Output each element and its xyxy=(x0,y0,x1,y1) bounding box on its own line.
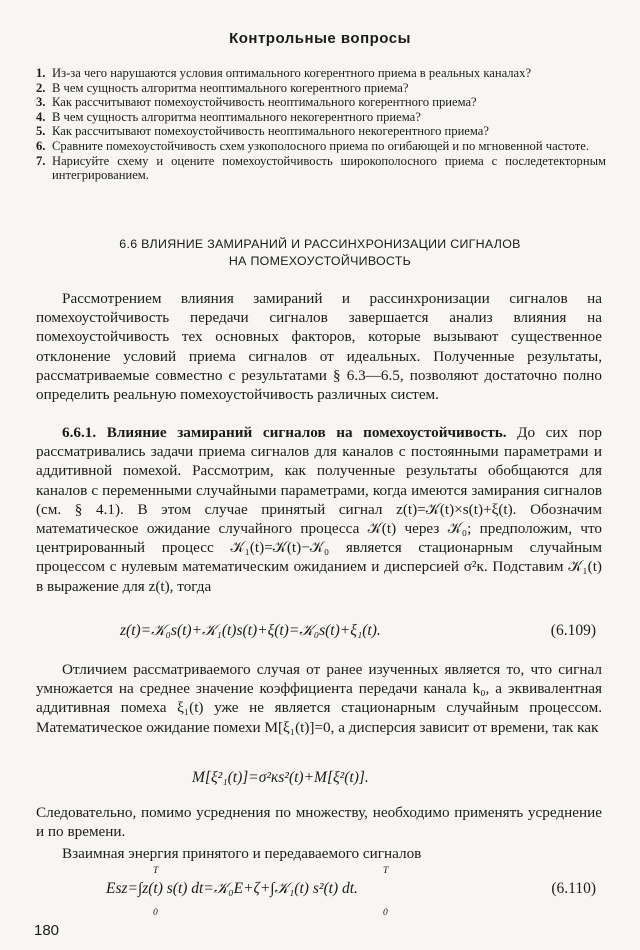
equation-expression: z(t)=𝒦₀s(t)+𝒦₁(t)s(t)+ξ(t)=𝒦₀s(t)+ξ₁(t). xyxy=(120,622,381,639)
equation-expression: Esz=∫z(t) s(t) dt=𝒦₀E+ζ+∫𝒦₁(t) s²(t) dt. xyxy=(106,880,358,897)
question-item: 7. Нарисуйте схему и оцените помехоустойчивость широкополосного приема с последетекторным интегрированием. xyxy=(36,153,606,183)
question-item: 1. Из-за чего нарушаются условия оптимального когерентного приема в реальных каналах? xyxy=(36,66,532,80)
questions-list xyxy=(36,66,606,183)
section-title xyxy=(0,236,640,270)
subsection-heading: 6.6.1. Влияние замираний сигналов на помехоустойчивость. xyxy=(62,424,507,441)
paragraph-energy: Взаимная энергия принятого и передаваемого сигналов xyxy=(62,845,422,862)
equation-expression: M[ξ²₁(t)]=σ²кs²(t)+M[ξ²(t)]. xyxy=(192,769,369,786)
integral-lower-limit: 0 xyxy=(153,908,158,918)
equation-number: (6.109) xyxy=(550,622,596,639)
integral-lower-limit: 0 xyxy=(383,908,388,918)
page-number: 180 xyxy=(34,922,60,939)
section-title-line: НА ПОМЕХОУСТОЙЧИВОСТЬ xyxy=(228,254,412,268)
equation-6-110 xyxy=(36,866,602,926)
question-item: 6. Сравните помехоустойчивость схем узкополосного приема по огибающей и по мгновенной частоте. xyxy=(36,138,589,153)
question-item: 5. Как рассчитывают помехоустойчивость неоптимального некогерентного приема? xyxy=(36,124,489,139)
question-item: 4. В чем сущность алгоритма неоптимального некогерентного приема? xyxy=(36,109,421,124)
question-item: 2. В чем сущность алгоритма неоптимального когерентного приема? xyxy=(36,80,409,95)
question-item: 3. Как рассчитывают помехоустойчивость неоптимального когерентного приема? xyxy=(36,95,477,110)
paragraph-fading-text: До сих пор рассматривались задачи приема сигналов для каналов с постоянными параметрами и аддитивной помехой. Рассмотрим, как полученные результаты обобщаются для каналов с переменными случайными параметрами, когда имеются замирания сигналов (см. § 4.1). В этом случае принятый сигнал z(t)=𝒦(t)×s(t)+ξ(t). Обозначим математическое ожидание случайного процесса 𝒦(t) через 𝒦₀; предположим, что центрированный процесс 𝒦₁(t)=𝒦(t)−𝒦₀ является стационарным случайным процессом с нулевым математическим ожиданием и дисперсией σ²к. Подставим 𝒦₁(t) в выражение для z(t), тогда xyxy=(36,424,602,595)
paragraph-fading xyxy=(36,423,602,596)
paragraph-averaging: Следовательно, помимо усреднения по множеству, необходимо применять усреднение и по времени. xyxy=(36,804,602,841)
integral-upper-limit: T xyxy=(383,866,389,876)
paragraph-difference: Отличием рассматриваемого случая от ранее изученных является то, что сигнал умножается на среднее значение коэффициента передачи канала k₀, а эквивалентная аддитивная помеха ξ₁(t) уже не является стационарным случайным процессом. Математическое ожидание помехи M[ξ₁(t)]=0, а дисперсия зависит от времени, так как xyxy=(36,661,602,736)
equation-number: (6.110) xyxy=(551,880,596,897)
paragraph-intro: Рассмотрением влияния замираний и рассинхронизации сигналов на помехоустойчивость передачи сигналов завершается анализ влияния на помехоустойчивость тех основных факторов, которые вызывают существенное отклонение условий приема сигналов от идеальных. Полученные результаты, рассматриваемые совместно с результатами § 6.3—6.5, позволяют достаточно полно определить реальную помехоустойчивость различных систем. xyxy=(36,290,602,404)
section-title-line: 6.6 ВЛИЯНИЕ ЗАМИРАНИЙ И РАССИНХРОНИЗАЦИИ СИГНАЛОВ xyxy=(119,237,521,251)
integral-upper-limit: T xyxy=(153,866,159,876)
questions-title: Контрольные вопросы xyxy=(229,30,411,47)
